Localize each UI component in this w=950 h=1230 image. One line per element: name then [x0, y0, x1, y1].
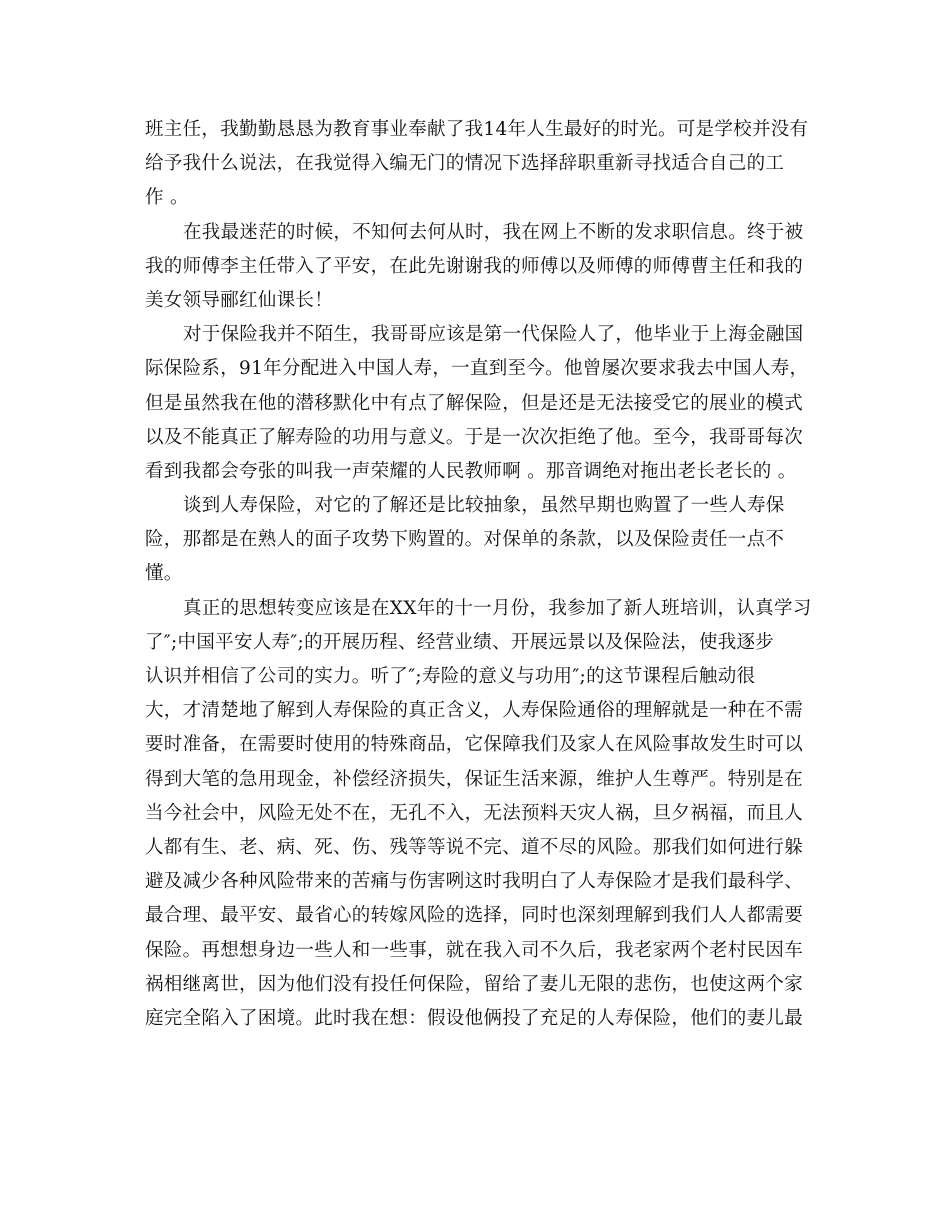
text-line: 懂。: [145, 563, 183, 585]
paragraph-first-line: 谈到人寿保险，对它的了解还是比较抽象，虽然早期也购置了一些人寿保: [183, 495, 785, 517]
text-line: 庭完全陷入了困境。此时我在想：假设他俩投了充足的人寿保险，他们的妻儿最: [145, 1007, 804, 1029]
text-line: 当今社会中，风险无处不在，无孔不入，无法预料天灾人祸，旦夕祸福，而且人: [145, 802, 804, 824]
paragraph-first-line: 在我最迷茫的时候，不知何去何从时，我在网上不断的发求职信息。终于被: [183, 221, 804, 243]
body-text: [145, 113, 812, 1036]
text-line: 以及不能真正了解寿险的功用与意义。于是一次次拒绝了他。至今，我哥哥每次: [145, 426, 804, 448]
text-line: 美女领导郦红仙课长！: [145, 289, 334, 311]
text-line: 班主任，我勤勤恳恳为教育事业奉献了我14年人生最好的时光。可是学校并没有: [145, 119, 809, 140]
text-line: 险，那都是在熟人的面子攻势下购置的。对保单的条款，以及保险责任一点不: [145, 529, 785, 551]
text-line: 作 。: [145, 187, 189, 209]
text-line: 祸相继离世，因为他们没有投任何保险，留给了妻儿无限的悲伤，也使这两个家: [145, 973, 804, 995]
text-line: 际保险系，91年分配进入中国人寿，一直到至今。他曾屡次要求我去中国人寿，: [145, 358, 809, 380]
text-line: 认识并相信了公司的实力。听了″;寿险的意义与功用″;的这节课程后触动很: [145, 666, 756, 687]
text-line: 得到大笔的急用现金，补偿经济损失，保证生活来源，维护人生尊严。特别是在: [145, 768, 804, 790]
text-line: 避及减少各种风险带来的苦痛与伤害咧这时我明白了人寿保险才是我们最科学、: [145, 871, 804, 893]
paragraph-first-line: 真正的思想转变应该是在XX年的十一月份，我参加了新人班培训，认真学习: [183, 597, 812, 619]
text-line: 给予我什么说法，在我觉得入编无门的情况下选择辞职重新寻找适合自己的工: [145, 153, 785, 175]
paragraph-first-line: 对于保险我并不陌生，我哥哥应该是第一代保险人了，他毕业于上海金融国: [183, 324, 804, 346]
text-line: 最合理、最平安、最省心的转嫁风险的选择，同时也深刻理解到我们人人都需要: [145, 905, 804, 927]
text-line: 保险。再想想身边一些人和一些事，就在我入司不久后，我老家两个老村民因车: [145, 939, 804, 961]
text-line: 了″;中国平安人寿″;的开展历程、经营业绩、开展远景以及保险法，使我逐步: [145, 631, 775, 653]
text-line: 大，才清楚地了解到人寿保险的真正含义，人寿保险通俗的理解就是一种在不需: [145, 700, 804, 722]
text-line: 要时准备，在需要时使用的特殊商品，它保障我们及家人在风险事故发生时可以: [145, 734, 804, 756]
text-line: 我的师傅李主任带入了平安，在此先谢谢我的师傅以及师傅的师傅曹主任和我的: [145, 255, 804, 277]
text-line: 看到我都会夸张的叫我一声荣耀的人民教师啊 。那音调绝对拖出老长老长的 。: [145, 460, 797, 482]
text-line: 但是虽然我在他的潜移默化中有点了解保险，但是还是无法接受它的展业的模式: [145, 392, 804, 414]
text-line: 人都有生、老、病、死、伤、残等等说不完、道不尽的风险。那我们如何进行躲: [145, 836, 804, 858]
